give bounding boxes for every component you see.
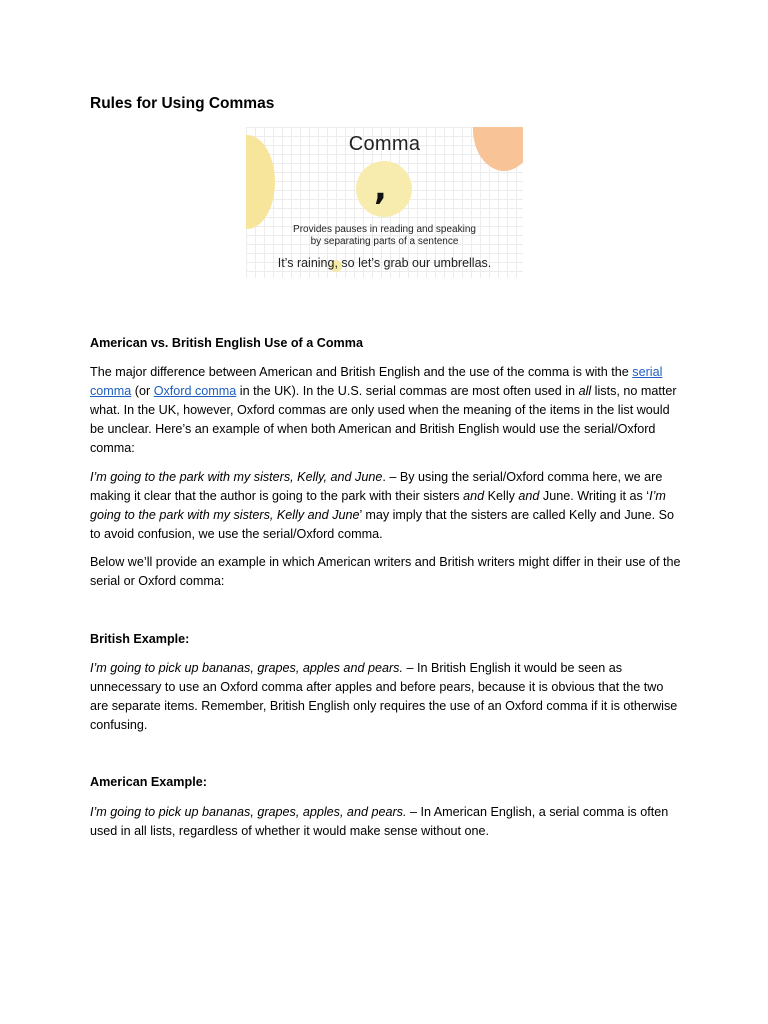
paragraph-example-intro: Below we’ll provide an example in which American writers and British writers might differ in their use of the serial or Oxford comma: [90,555,681,588]
figure-description-line1: Provides pauses in reading and speaking [293,224,476,235]
figure-heading: Comma [348,133,421,155]
section-heading-american-vs-british: American vs. British English Use of a Comma [90,336,363,350]
oxford-comma-link[interactable]: Oxford comma [153,384,237,398]
figure-example: It’s raining, so let’s grab our umbrellas. [277,256,492,270]
figure-description-line2: by separating parts of a sentence [310,236,459,247]
example-sentence-alt: I’m going to the park with my sisters, Kelly and June [90,489,666,522]
british-example-paragraph [90,659,682,735]
paragraph-serial-comma-intro [90,363,682,458]
text-run: – In British English it would be seen as unnecessary to use an Oxford comma after apples and before pears, because it is obvious that the two are separate items. Remember, British English only requires the use of an Oxford comma if it is otherwise confusing. [90,661,678,732]
text-run: in the UK). In the U.S. serial commas are most often used in [236,384,579,398]
comma-symbol: , [374,168,387,208]
emphasis-and: and [518,489,540,503]
paragraph-park-example [90,468,682,544]
serial-comma-link[interactable]: serial comma [90,365,663,398]
british-example-heading: British Example: [90,632,190,646]
text-run: lists, no matter what. In the UK, however, Oxford commas are only used when the meaning of the items in the list would be unclear. Here’s an example of when both American and British English would use the serial/Oxford comma: [90,384,677,455]
text-run: (or [131,384,154,398]
british-example-sentence: I’m going to pick up bananas, grapes, apples and pears. [90,661,403,675]
text-run: . – By using the serial/Oxford comma here, we are making it clear that the author is going to the park with their sisters [90,470,663,503]
example-sentence: I’m going to the park with my sisters, Kelly, and June [90,470,383,484]
text-run: June. Writing it as ‘ [539,489,650,503]
text-run: The major difference between American and British English and the use of the comma is with the [90,365,633,379]
comma-illustration [246,127,523,278]
emphasis-and: and [463,489,485,503]
figure-description [246,224,523,248]
text-run: ’ may imply that the sisters are called Kelly and June. So to avoid confusion, we use the serial/Oxford comma. [90,508,675,541]
emphasis-all: all [578,384,592,398]
american-example-sentence: I’m going to pick up bananas, grapes, apples, and pears. [90,805,407,819]
american-example-paragraph [90,803,682,841]
american-example-heading: American Example: [90,775,207,789]
text-run: – In American English, a serial comma is often used in all lists, regardless of whether it would make sense without one. [90,805,669,838]
text-run: Kelly [484,489,519,503]
page-title: Rules for Using Commas [90,95,275,112]
